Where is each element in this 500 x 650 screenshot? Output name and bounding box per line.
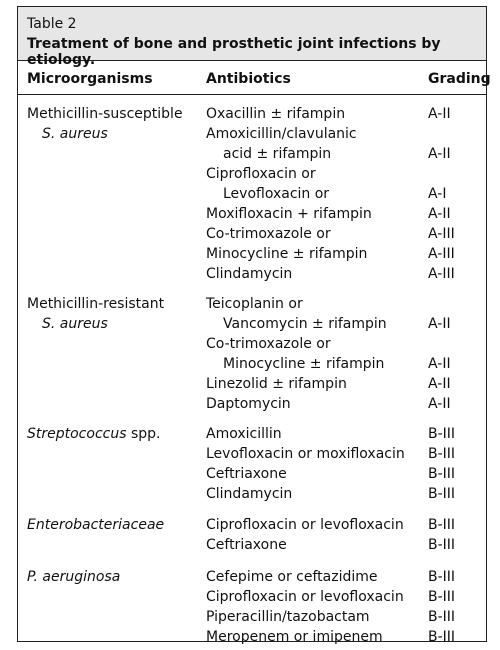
- grading-line: A-II: [428, 206, 451, 222]
- antibiotics-cell: [206, 424, 405, 504]
- grading-cell: [428, 104, 455, 284]
- antibiotic-line: Co-trimoxazole or: [206, 226, 331, 242]
- grading-line: B-III: [428, 446, 456, 462]
- organism-name: Enterobacteriaceae: [27, 517, 165, 533]
- grading-line: [428, 124, 455, 144]
- grading-cell: [428, 567, 455, 647]
- grading-line: A-II: [428, 356, 451, 372]
- antibiotic-line: Co-trimoxazole or: [206, 336, 331, 352]
- grading-line: B-III: [428, 517, 456, 533]
- grading-line: B-III: [428, 589, 456, 605]
- antibiotic-line: Linezolid ± rifampin: [206, 376, 347, 392]
- grading-line: A-II: [428, 316, 451, 332]
- antibiotics-cell: [206, 104, 372, 284]
- grading-line: A-III: [428, 226, 455, 242]
- antibiotic-line: Oxacillin ± rifampin: [206, 106, 346, 122]
- column-header-grading: Grading: [428, 71, 491, 87]
- antibiotics-cell: [206, 567, 404, 647]
- organism-suffix: spp.: [126, 426, 161, 442]
- organism-name: P. aeruginosa: [27, 569, 121, 585]
- organism-name: Methicillin-susceptible: [27, 106, 183, 122]
- organism-cell: [27, 294, 164, 334]
- table-label: Table 2: [27, 16, 77, 32]
- antibiotic-line: Amoxicillin: [206, 426, 282, 442]
- antibiotic-line: Daptomycin: [206, 396, 291, 412]
- grading-line: [428, 294, 451, 314]
- antibiotic-line: Vancomycin ± rifampin: [223, 316, 387, 332]
- grading-line: A-II: [428, 146, 451, 162]
- antibiotic-line: Minocycline ± rifampin: [206, 246, 368, 262]
- antibiotic-line: Teicoplanin or: [206, 296, 303, 312]
- table-caption: [18, 7, 486, 68]
- grading-line: A-III: [428, 266, 455, 282]
- antibiotic-line: Ciprofloxacin or levofloxacin: [206, 589, 404, 605]
- grading-line: [428, 164, 455, 184]
- grading-line: A-I: [428, 186, 447, 202]
- organism-name: Methicillin-resistant: [27, 296, 165, 312]
- grading-line: A-II: [428, 376, 451, 392]
- antibiotic-line: Meropenem or imipenem: [206, 629, 383, 645]
- antibiotic-line: Clindamycin: [206, 266, 293, 282]
- antibiotic-line: Ciprofloxacin or levofloxacin: [206, 517, 404, 533]
- organism-species: S. aureus: [42, 316, 108, 332]
- organism-species: S. aureus: [42, 126, 108, 142]
- table-frame: [17, 6, 491, 645]
- column-header-microorganisms: Microorganisms: [27, 71, 153, 87]
- organism-cell: [27, 515, 164, 535]
- antibiotic-line: Amoxicillin/clavulanic: [206, 126, 357, 142]
- organism-cell: [27, 567, 120, 587]
- antibiotic-line: acid ± rifampin: [223, 146, 332, 162]
- antibiotic-line: Piperacillin/tazobactam: [206, 609, 370, 625]
- grading-line: B-III: [428, 537, 456, 553]
- grading-line: A-II: [428, 396, 451, 412]
- grading-line: B-III: [428, 629, 456, 645]
- antibiotic-line: Ceftriaxone: [206, 537, 287, 553]
- antibiotic-line: Clindamycin: [206, 486, 293, 502]
- grading-line: B-III: [428, 426, 456, 442]
- grading-line: B-III: [428, 609, 456, 625]
- antibiotics-cell: [206, 515, 404, 555]
- organism-name: Streptococcus: [27, 426, 127, 442]
- grading-line: B-III: [428, 486, 456, 502]
- grading-line: [428, 334, 451, 354]
- grading-line: A-II: [428, 106, 451, 122]
- antibiotic-line: Levofloxacin or moxifloxacin: [206, 446, 405, 462]
- antibiotic-line: Moxifloxacin + rifampin: [206, 206, 372, 222]
- table-header: [18, 60, 491, 95]
- table-title: Treatment of bone and prosthetic joint infections by etiology.: [27, 36, 441, 68]
- grading-line: B-III: [428, 466, 456, 482]
- antibiotic-line: Minocycline ± rifampin: [223, 356, 385, 372]
- grading-line: B-III: [428, 569, 456, 585]
- grading-cell: [428, 294, 451, 414]
- grading-cell: [428, 424, 455, 504]
- organism-cell: [27, 104, 183, 144]
- grading-cell: [428, 515, 455, 555]
- antibiotics-cell: [206, 294, 387, 414]
- column-header-antibiotics: Antibiotics: [206, 71, 291, 87]
- antibiotic-line: Ceftriaxone: [206, 466, 287, 482]
- grading-line: A-III: [428, 246, 455, 262]
- antibiotic-line: Ciprofloxacin or: [206, 166, 316, 182]
- antibiotic-line: Levofloxacin or: [223, 186, 330, 202]
- organism-cell: [27, 424, 160, 444]
- antibiotic-line: Cefepime or ceftazidime: [206, 569, 378, 585]
